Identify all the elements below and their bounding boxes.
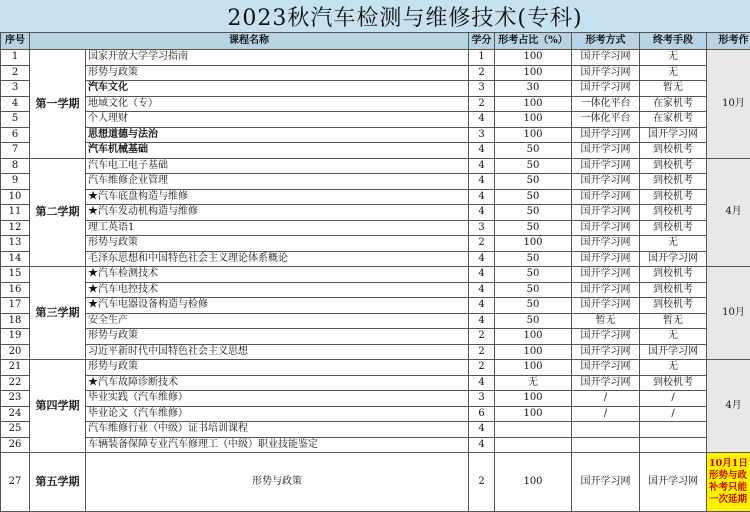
row-number: 24 <box>1 406 30 422</box>
semester-label: 第一学期 <box>30 50 86 159</box>
credit: 4 <box>469 143 495 159</box>
course-name: 汽车文化 <box>86 81 469 97</box>
course-name: 理工英语1 <box>86 220 469 236</box>
row-number: 19 <box>1 329 30 345</box>
final-exam-mode: 无 <box>640 360 707 376</box>
assessment-mode: 暂无 <box>572 313 640 329</box>
course-name: 形势与政策 <box>86 329 469 345</box>
table-row <box>1 112 750 128</box>
percent: 50 <box>495 298 572 314</box>
final-exam-mode: 无 <box>640 65 707 81</box>
header-time: 形考作 <box>707 33 750 50</box>
assessment-mode: 国开学习网 <box>572 189 640 205</box>
header-mode: 形考方式 <box>572 33 640 50</box>
row-number: 16 <box>1 282 30 298</box>
course-name: 汽车电工电子基础 <box>86 158 469 174</box>
credit: 2 <box>469 96 495 112</box>
row-number: 2 <box>1 65 30 81</box>
assessment-mode: 国开学习网 <box>572 81 640 97</box>
row-number: 20 <box>1 344 30 360</box>
percent: 100 <box>495 329 572 345</box>
assessment-mode <box>572 437 640 453</box>
row-number: 23 <box>1 391 30 407</box>
table-row <box>1 298 750 314</box>
final-exam-mode: 暂无 <box>640 81 707 97</box>
row-number: 21 <box>1 360 30 376</box>
final-exam-mode: 到校机考 <box>640 189 707 205</box>
credit: 4 <box>469 313 495 329</box>
final-exam-mode: 国开学习网 <box>640 344 707 360</box>
table-row <box>1 127 750 143</box>
credit: 4 <box>469 251 495 267</box>
course-name: 国家开放大学学习指南 <box>86 50 469 66</box>
credit: 4 <box>469 174 495 190</box>
table-row <box>1 406 750 422</box>
course-name: ★汽车电器设备构造与检修 <box>86 298 469 314</box>
course-name: 个人理财 <box>86 112 469 128</box>
course-name: 形势与政策 <box>86 453 469 512</box>
final-exam-mode <box>640 437 707 453</box>
credit: 3 <box>469 127 495 143</box>
course-name: ★汽车电控技术 <box>86 282 469 298</box>
final-exam-mode: 国开学习网 <box>640 251 707 267</box>
final-exam-mode: 到校机考 <box>640 143 707 159</box>
row-number: 26 <box>1 437 30 453</box>
assessment-mode: 国开学习网 <box>572 375 640 391</box>
table-row <box>1 205 750 221</box>
assessment-mode: 一体化平台 <box>572 112 640 128</box>
assessment-mode: 国开学习网 <box>572 344 640 360</box>
credit: 4 <box>469 298 495 314</box>
final-exam-mode: 到校机考 <box>640 375 707 391</box>
row-number: 10 <box>1 189 30 205</box>
course-name: 车辆装备保障专业汽车修理工（中级）职业技能鉴定 <box>86 437 469 453</box>
note-line: 一次延期 <box>709 494 750 506</box>
course-name: 毕业实践（汽车维修） <box>86 391 469 407</box>
credit: 4 <box>469 282 495 298</box>
row-number: 12 <box>1 220 30 236</box>
assessment-mode: 国开学习网 <box>572 282 640 298</box>
course-name: ★汽车故障诊断技术 <box>86 375 469 391</box>
semester-label: 第四学期 <box>30 360 86 453</box>
table-row <box>1 267 750 283</box>
assessment-mode: 国开学习网 <box>572 298 640 314</box>
semester-label: 第五学期 <box>30 453 86 512</box>
assessment-mode: / <box>572 391 640 407</box>
row-number: 6 <box>1 127 30 143</box>
final-exam-mode: 到校机考 <box>640 282 707 298</box>
credit: 3 <box>469 220 495 236</box>
course-name: ★汽车发动机构造与维修 <box>86 205 469 221</box>
row-number: 14 <box>1 251 30 267</box>
percent: 100 <box>495 96 572 112</box>
table-row <box>1 422 750 438</box>
percent: 100 <box>495 127 572 143</box>
course-name: 毛泽东思想和中国特色社会主义理论体系概论 <box>86 251 469 267</box>
final-exam-mode: 暂无 <box>640 313 707 329</box>
table-row <box>1 251 750 267</box>
percent: 50 <box>495 189 572 205</box>
semester-label: 第三学期 <box>30 267 86 360</box>
assessment-mode: / <box>572 406 640 422</box>
header-final: 终考手段 <box>640 33 707 50</box>
percent: 50 <box>495 313 572 329</box>
percent: 无 <box>495 375 572 391</box>
percent: 50 <box>495 282 572 298</box>
assessment-mode: 国开学习网 <box>572 453 640 512</box>
credit: 2 <box>469 344 495 360</box>
percent: 50 <box>495 158 572 174</box>
credit: 4 <box>469 205 495 221</box>
credit: 4 <box>469 189 495 205</box>
note-line: 补考只能 <box>709 482 750 494</box>
percent <box>495 422 572 438</box>
final-exam-mode: / <box>640 391 707 407</box>
final-exam-mode: 国开学习网 <box>640 453 707 512</box>
final-exam-mode: 无 <box>640 50 707 66</box>
note-line: 形势与政 <box>709 470 750 482</box>
assessment-mode: 国开学习网 <box>572 127 640 143</box>
semester-label: 第二学期 <box>30 158 86 267</box>
table-row <box>1 65 750 81</box>
percent: 100 <box>495 453 572 512</box>
final-exam-mode: 国开学习网 <box>640 127 707 143</box>
percent: 100 <box>495 65 572 81</box>
final-exam-mode: 在家机考 <box>640 112 707 128</box>
table-row <box>1 437 750 453</box>
assessment-mode: 国开学习网 <box>572 158 640 174</box>
assessment-mode: 国开学习网 <box>572 174 640 190</box>
assessment-mode: 国开学习网 <box>572 329 640 345</box>
course-name: 毕业论文（汽车维修） <box>86 406 469 422</box>
credit: 4 <box>469 267 495 283</box>
table-title: 2023秋汽车检测与维修技术(专科) <box>0 0 750 32</box>
assessment-mode: 国开学习网 <box>572 267 640 283</box>
credit: 3 <box>469 81 495 97</box>
row-number: 25 <box>1 422 30 438</box>
table-row <box>1 81 750 97</box>
assessment-mode: 国开学习网 <box>572 205 640 221</box>
final-exam-mode: 在家机考 <box>640 96 707 112</box>
assessment-mode: 一体化平台 <box>572 96 640 112</box>
course-name: 形势与政策 <box>86 65 469 81</box>
course-name: 汽车维修行业（中级）证书培训课程 <box>86 422 469 438</box>
header-course-name: 课程名称 <box>30 33 469 50</box>
header-row <box>1 33 750 50</box>
final-exam-mode: / <box>640 406 707 422</box>
credit: 4 <box>469 158 495 174</box>
row-number: 3 <box>1 81 30 97</box>
final-exam-mode: 到校机考 <box>640 298 707 314</box>
assessment-mode <box>572 422 640 438</box>
final-exam-mode <box>640 422 707 438</box>
course-name: 习近平新时代中国特色社会主义思想 <box>86 344 469 360</box>
final-exam-mode: 无 <box>640 329 707 345</box>
course-name: 形势与政策 <box>86 360 469 376</box>
row-number: 1 <box>1 50 30 66</box>
table-row <box>1 220 750 236</box>
row-number: 11 <box>1 205 30 221</box>
assessment-mode: 国开学习网 <box>572 251 640 267</box>
course-name: 安全生产 <box>86 313 469 329</box>
percent: 100 <box>495 236 572 252</box>
final-exam-mode: 到校机考 <box>640 205 707 221</box>
table-row <box>1 329 750 345</box>
table-row <box>1 50 750 66</box>
table-row <box>1 236 750 252</box>
credit: 2 <box>469 360 495 376</box>
final-exam-mode: 无 <box>640 236 707 252</box>
row-number: 27 <box>1 453 30 512</box>
row-number: 8 <box>1 158 30 174</box>
credit: 2 <box>469 453 495 512</box>
row-number: 4 <box>1 96 30 112</box>
credit: 1 <box>469 50 495 66</box>
percent <box>495 437 572 453</box>
percent: 100 <box>495 360 572 376</box>
row-number: 17 <box>1 298 30 314</box>
credit: 6 <box>469 406 495 422</box>
percent: 50 <box>495 205 572 221</box>
table-row <box>1 375 750 391</box>
percent: 50 <box>495 267 572 283</box>
percent: 30 <box>495 81 572 97</box>
final-exam-mode: 到校机考 <box>640 158 707 174</box>
header-no: 序号 <box>1 33 30 50</box>
credit: 2 <box>469 329 495 345</box>
assessment-time: 10月 <box>707 50 750 159</box>
assessment-time: 10月 <box>707 267 750 360</box>
table-row <box>1 96 750 112</box>
percent: 100 <box>495 50 572 66</box>
assessment-mode: 国开学习网 <box>572 236 640 252</box>
percent: 100 <box>495 112 572 128</box>
assessment-time: 4月 <box>707 158 750 267</box>
percent: 100 <box>495 391 572 407</box>
table-row <box>1 174 750 190</box>
table-body <box>1 50 750 512</box>
table-row <box>1 189 750 205</box>
assessment-mode: 国开学习网 <box>572 143 640 159</box>
percent: 100 <box>495 406 572 422</box>
assessment-mode: 国开学习网 <box>572 220 640 236</box>
credit: 2 <box>469 65 495 81</box>
credit: 2 <box>469 236 495 252</box>
course-name: 形势与政策 <box>86 236 469 252</box>
note-line: 10月1日 <box>709 458 750 470</box>
credit: 3 <box>469 391 495 407</box>
credit: 4 <box>469 422 495 438</box>
course-name: ★汽车底盘构造与维修 <box>86 189 469 205</box>
final-exam-mode: 到校机考 <box>640 174 707 190</box>
assessment-mode: 国开学习网 <box>572 360 640 376</box>
course-schedule-table <box>0 32 750 512</box>
row-number: 13 <box>1 236 30 252</box>
course-name: 汽车维修企业管理 <box>86 174 469 190</box>
percent: 100 <box>495 344 572 360</box>
deadline-note <box>707 453 750 512</box>
percent: 50 <box>495 251 572 267</box>
course-name: 思想道德与法治 <box>86 127 469 143</box>
assessment-mode: 国开学习网 <box>572 50 640 66</box>
percent: 50 <box>495 174 572 190</box>
table-row <box>1 344 750 360</box>
course-name: 地域文化（专） <box>86 96 469 112</box>
final-exam-mode: 到校机考 <box>640 220 707 236</box>
row-number: 18 <box>1 313 30 329</box>
credit: 4 <box>469 437 495 453</box>
percent: 50 <box>495 220 572 236</box>
table-row <box>1 282 750 298</box>
row-number: 5 <box>1 112 30 128</box>
row-number: 9 <box>1 174 30 190</box>
course-name: ★汽车检测技术 <box>86 267 469 283</box>
row-number: 22 <box>1 375 30 391</box>
table-row <box>1 360 750 376</box>
assessment-time: 4月 <box>707 360 750 453</box>
credit: 4 <box>469 112 495 128</box>
header-percent: 形考占比（%） <box>495 33 572 50</box>
table-row <box>1 158 750 174</box>
table-row <box>1 143 750 159</box>
assessment-mode: 国开学习网 <box>572 65 640 81</box>
row-number: 7 <box>1 143 30 159</box>
credit: 4 <box>469 375 495 391</box>
table-row <box>1 313 750 329</box>
table-row <box>1 453 750 512</box>
percent: 50 <box>495 143 572 159</box>
final-exam-mode: 到校机考 <box>640 267 707 283</box>
course-name: 汽车机械基础 <box>86 143 469 159</box>
row-number: 15 <box>1 267 30 283</box>
table-row <box>1 391 750 407</box>
header-credit: 学分 <box>469 33 495 50</box>
